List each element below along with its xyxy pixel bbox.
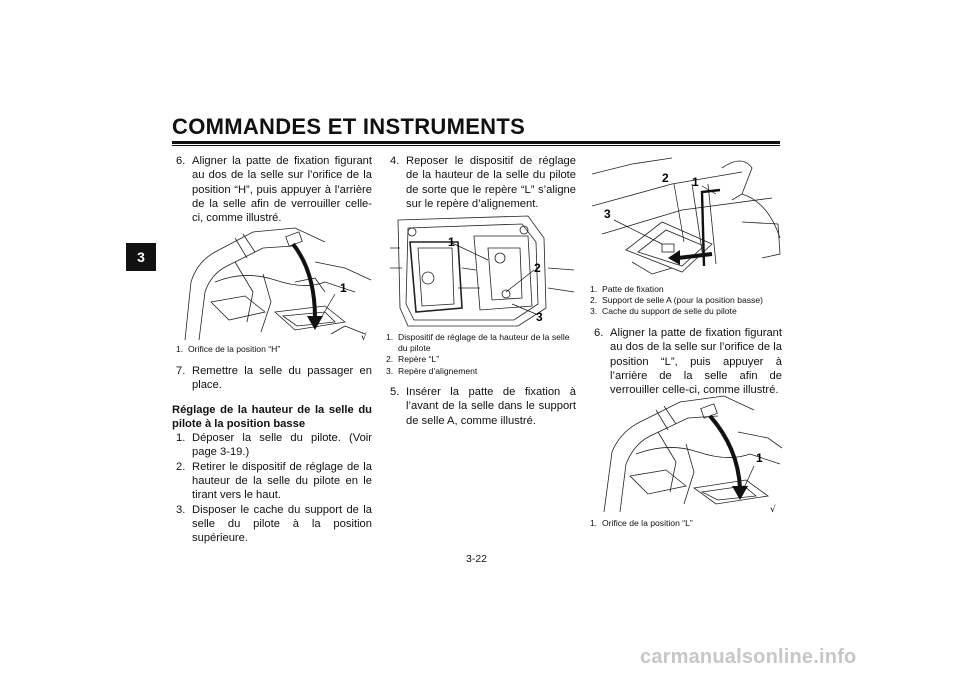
page-title: COMMANDES ET INSTRUMENTS: [172, 114, 526, 139]
caption-number: 1.: [176, 344, 184, 354]
caption-item: [176, 344, 372, 355]
step-text: Aligner la patte de fixation figurant au dos de la selle sur l’orifice de la position “H”, puis appuyer à l’arrière de la selle afin de verrouiller celle-ci, comme illustré.: [192, 155, 372, 225]
step-number: 4.: [390, 155, 400, 167]
caption-number: 3.: [386, 365, 394, 376]
callout-line-2: [506, 270, 534, 292]
caption-number: 2.: [590, 295, 598, 306]
step-number: 1.: [176, 432, 186, 445]
header-rule-thin: [172, 145, 780, 146]
step-number: 7.: [176, 365, 186, 377]
step-text: Insérer la patte de fixation à l’avant de la selle dans le support de selle A, comme illustré.: [406, 386, 576, 427]
figure-bracket-captions: [590, 284, 782, 318]
column-1-lower: [172, 364, 372, 546]
step-text: Remettre la selle du passager en place.: [192, 365, 372, 392]
caption-number: 3.: [590, 306, 598, 317]
page-number: 3-22: [466, 553, 488, 565]
step-number: 6.: [176, 155, 186, 167]
step-text: Reposer le dispositif de réglage de la hauteur de la selle du pilote de sorte que le repère “L” s’aligne sur le repère d’alignement.: [406, 155, 576, 210]
step-5: [386, 385, 576, 428]
step-text: Retirer le dispositif de réglage de la hauteur de la selle du pilote en le tirant vers le haut.: [192, 460, 372, 502]
caption-text: Patte de fixation: [602, 284, 664, 294]
chapter-tab: 3: [126, 243, 156, 271]
caption-text: Repère d’alignement: [398, 365, 478, 376]
callout-1: 1: [692, 175, 699, 189]
step-7: [172, 364, 372, 393]
column-2: [386, 154, 576, 211]
caption-number: 1.: [386, 332, 394, 342]
caption-text: Orifice de la position “L”: [602, 518, 693, 528]
figure-h-captions: [176, 344, 372, 355]
figure-seat-adjuster: [388, 208, 576, 330]
section-heading: Réglage de la hauteur de la selle du pilote à la position basse: [172, 403, 372, 430]
step-text: Aligner la patte de fixation figurant au dos de la selle sur l’orifice de la position “L”, puis appuyer à l’arrière de la selle afin de verrouiller celle-ci, comme illustré.: [610, 327, 782, 397]
step-text: Déposer la selle du pilote. (Voir page 3-19.): [192, 432, 372, 459]
caption-text: Support de selle A (pour la position basse): [602, 295, 763, 306]
caption-item: [386, 332, 576, 354]
frame-outline: [398, 216, 546, 326]
figure-h-position: [175, 222, 373, 344]
arrow-shape: [678, 254, 712, 258]
figure-l-captions: [590, 518, 782, 529]
step-number: 3.: [176, 503, 186, 516]
callout-3: 3: [604, 207, 611, 221]
step-6-h: [172, 154, 372, 225]
step-text: Disposer le cache du support de la selle du pilote à la position supérieure.: [192, 503, 372, 545]
callout-2: 2: [534, 261, 541, 275]
caption-item: [386, 366, 576, 377]
callout-line-2: [674, 184, 684, 242]
step-2: [172, 460, 372, 503]
caption-item: [590, 306, 782, 317]
step-6-l: [590, 326, 782, 397]
check-mark: √: [361, 333, 367, 343]
caption-text: Dispositif de réglage de la hauteur de la selle du pilote: [398, 332, 570, 354]
caption-number: 1.: [590, 284, 598, 294]
caption-number: 1.: [590, 518, 598, 528]
callout-1: 1: [340, 281, 347, 295]
check-mark: √: [770, 505, 776, 515]
caption-text: Repère “L”: [398, 354, 440, 365]
arrow-shape: [293, 244, 315, 318]
step-4: [386, 154, 576, 211]
seat-outline: [185, 228, 325, 340]
callout-2: 2: [662, 171, 669, 185]
callout-1: 1: [448, 235, 455, 249]
caption-number: 2.: [386, 354, 394, 365]
callout-line-1: [450, 242, 488, 260]
step-number: 6.: [594, 327, 604, 339]
caption-item: [590, 284, 782, 295]
step-3: [172, 503, 372, 546]
caption-text: Orifice de la position “H”: [188, 344, 281, 354]
figure-l-position: [594, 392, 784, 516]
figure-adjuster-captions: [386, 332, 576, 377]
callout-line-3: [512, 304, 536, 314]
callout-3: 3: [536, 310, 543, 324]
caption-item: [590, 295, 782, 306]
watermark[interactable]: carmanualsonline.info: [640, 646, 857, 668]
figure-seat-bracket: [592, 154, 782, 282]
step-number: 2.: [176, 460, 186, 473]
column-3-text: [590, 326, 782, 397]
arrow-shape: [710, 416, 740, 488]
header-rule: [172, 141, 780, 144]
step-1: [172, 431, 372, 460]
callout-1: 1: [756, 451, 763, 465]
step-number: 5.: [390, 386, 400, 398]
caption-item: [590, 518, 782, 529]
column-2-lower: [386, 385, 576, 428]
caption-text: Cache du support de selle du pilote: [602, 306, 737, 317]
caption-item: [386, 354, 576, 365]
column-1: [172, 154, 372, 225]
